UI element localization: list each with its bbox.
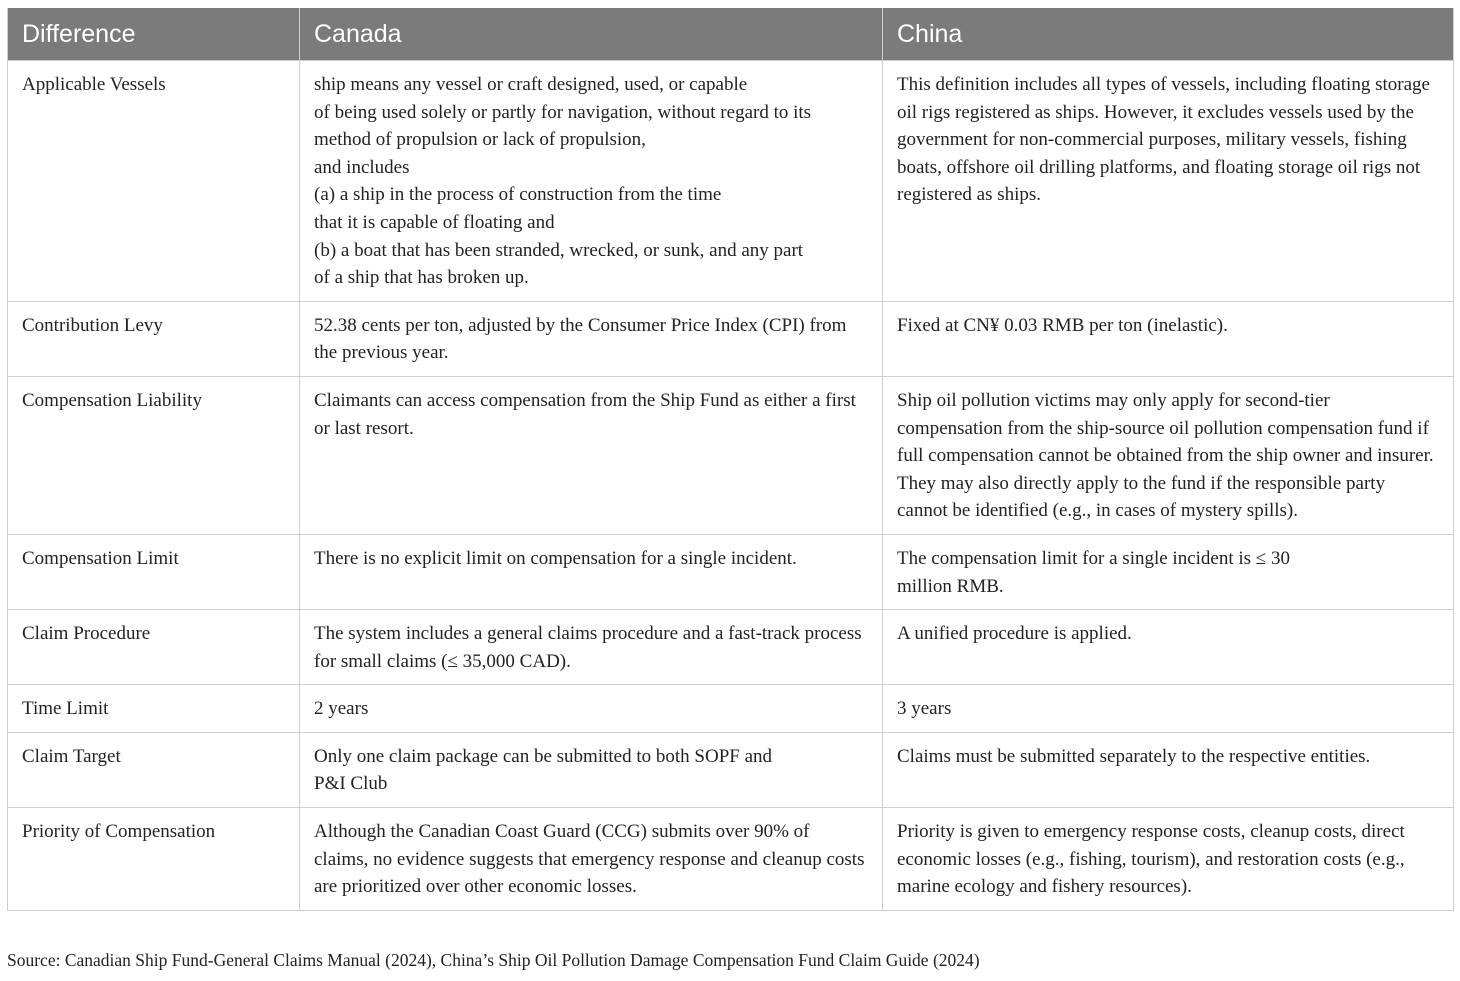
table-row [8,61,1454,302]
source-note: Source: Canadian Ship Fund-General Claims Manual (2024), China’s Ship Oil Pollution Damage Compensation Fund Claim Guide (2024) [7,950,980,970]
canada-text-line: of being used solely or partly for navigation, without regard to its [314,101,812,123]
difference-cell: Claim Target [8,732,300,807]
china-cell: 3 years [883,685,1454,733]
canada-text-line: of a ship that has broken up. [314,267,529,289]
canada-text-line: Only one claim package can be submitted to both SOPF and [314,745,773,767]
canada-cell: Claimants can access compensation from the Ship Fund as either a first or last resort. [300,376,883,534]
table-row [8,534,1454,609]
canada-cell: 52.38 cents per ton, adjusted by the Consumer Price Index (CPI) from the previous year. [300,301,883,376]
difference-cell: Time Limit [8,685,300,733]
china-cell: Priority is given to emergency response costs, cleanup costs, direct economic losses (e.g., fishing, tourism), and restoration costs (e.g., marine ecology and fishery resources). [883,808,1454,911]
china-text-line: The compensation limit for a single incident is ≤ 30 [897,547,1290,569]
difference-cell: Applicable Vessels [8,61,300,302]
canada-text-line: and includes [314,156,410,178]
canada-cell: Although the Canadian Coast Guard (CCG) submits over 90% of claims, no evidence suggests that emergency response and cleanup costs are prioritized over other economic losses. [300,808,883,911]
canada-text-line: ship means any vessel or craft designed, used, or capable [314,74,748,95]
canada-text-line: (a) a ship in the process of construction from the time [314,184,722,206]
header-difference: Difference [8,8,300,61]
comparison-table [7,8,1454,911]
canada-text-line: P&I Club [314,773,388,795]
china-cell: A unified procedure is applied. [883,610,1454,685]
china-cell: Ship oil pollution victims may only apply for second-tier compensation from the ship-source oil pollution compensation fund if full compensation cannot be obtained from the ship owner and insurer. They may also directly apply to the fund if the responsible party cannot be identified (e.g., in cases of mystery spills). [883,376,1454,534]
difference-cell: Contribution Levy [8,301,300,376]
canada-cell [300,732,883,807]
table-row [8,685,1454,733]
china-cell: This definition includes all types of vessels, including floating storage oil rigs registered as ships. However, it excludes vessels used by the government for non-commercial purposes, military vessels, fishing boats, offshore oil drilling platforms, and floating storage oil rigs not registered as ships. [883,61,1454,302]
china-cell: Fixed at CN¥ 0.03 RMB per ton (inelastic). [883,301,1454,376]
table-row [8,301,1454,376]
china-cell: Claims must be submitted separately to the respective entities. [883,732,1454,807]
table-header-row [8,8,1454,61]
canada-text-line: that it is capable of floating and [314,211,555,233]
china-cell [883,534,1454,609]
header-canada: Canada [300,8,883,61]
canada-text-line: method of propulsion or lack of propulsion, [314,129,646,151]
table-row [8,732,1454,807]
canada-cell: 2 years [300,685,883,733]
canada-text-line: (b) a boat that has been stranded, wrecked, or sunk, and any part [314,239,804,261]
table-row [8,808,1454,911]
canada-cell [300,61,883,302]
difference-cell: Compensation Limit [8,534,300,609]
difference-cell: Claim Procedure [8,610,300,685]
china-text-line: million RMB. [897,575,1004,597]
table-row [8,376,1454,534]
difference-cell: Compensation Liability [8,376,300,534]
header-china: China [883,8,1454,61]
canada-cell: There is no explicit limit on compensation for a single incident. [300,534,883,609]
canada-cell: The system includes a general claims procedure and a fast-track process for small claims (≤ 35,000 CAD). [300,610,883,685]
difference-cell: Priority of Compensation [8,808,300,911]
table-row [8,610,1454,685]
